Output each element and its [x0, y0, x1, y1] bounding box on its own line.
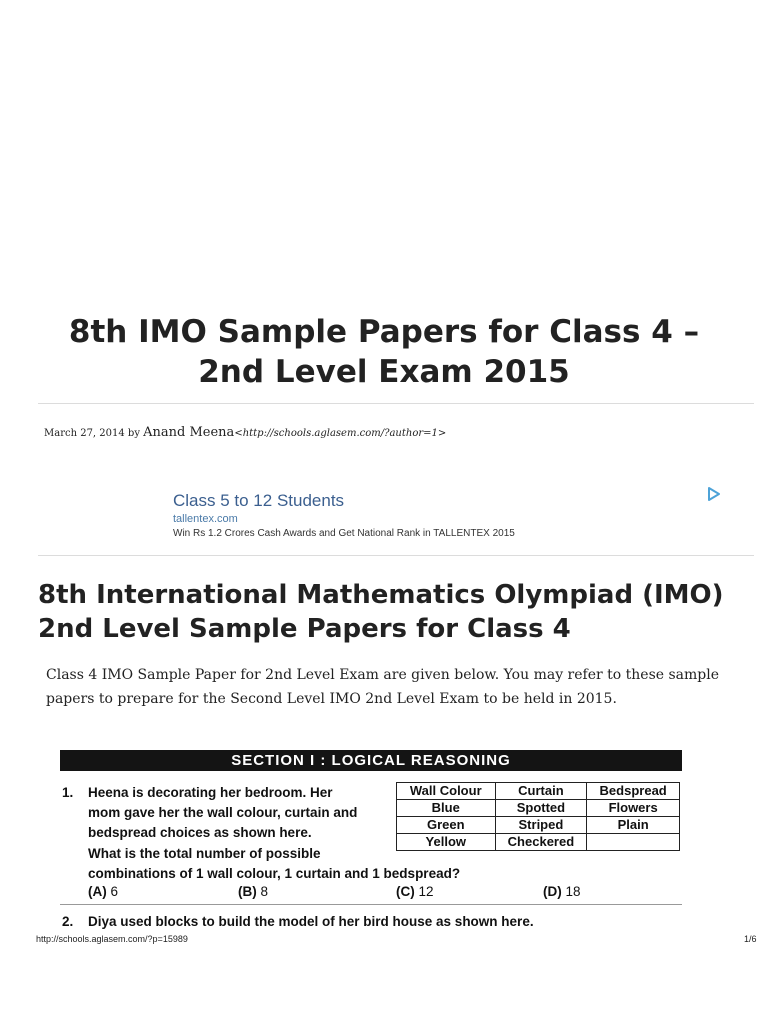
option-value: 6	[110, 884, 119, 899]
ad-text: Win Rs 1.2 Crores Cash Awards and Get National Rank in TALLENTEX 2015	[173, 528, 515, 539]
article-title	[20, 312, 748, 392]
table-header: Wall Colour	[397, 783, 496, 800]
table-cell: Striped	[495, 817, 587, 834]
option-b	[238, 884, 268, 899]
option-label: (D)	[543, 884, 562, 899]
option-label: (A)	[88, 884, 107, 899]
table-cell: Flowers	[587, 800, 680, 817]
footer-page-number: 1/6	[744, 934, 757, 944]
heading-line-1: 8th International Mathematics Olympiad (IMO)	[38, 580, 724, 610]
option-a	[88, 884, 118, 899]
title-line-1: 8th IMO Sample Papers for Class 4 –	[68, 314, 700, 350]
intro-paragraph: Class 4 IMO Sample Paper for 2nd Level Exam are given below. You may refer to these sample papers to prepare for the Second Level IMO 2nd Level Exam to be held in 2015.	[46, 667, 720, 707]
byline	[44, 425, 446, 440]
table-header: Curtain	[495, 783, 587, 800]
ad-domain[interactable]: tallentex.com	[173, 513, 238, 525]
ad-banner[interactable]	[173, 490, 733, 541]
table-row	[397, 800, 680, 817]
table-cell: Plain	[587, 817, 680, 834]
divider	[38, 555, 754, 556]
ad-title[interactable]: Class 5 to 12 Students	[173, 491, 345, 510]
option-value: 18	[565, 884, 581, 899]
question-number: 1.	[62, 785, 74, 800]
option-label: (B)	[238, 884, 257, 899]
post-date: March 27, 2014 by	[44, 428, 144, 439]
section-title-bar: SECTION I : LOGICAL REASONING	[60, 750, 682, 771]
question-divider	[60, 904, 682, 905]
question-text: Diya used blocks to build the model of her bird house as shown here.	[88, 914, 534, 929]
option-d	[543, 884, 581, 899]
option-label: (C)	[396, 884, 415, 899]
title-line-2: 2nd Level Exam 2015	[198, 354, 570, 390]
table-row	[397, 834, 680, 851]
question-line: Heena is decorating her bedroom. Her	[88, 785, 333, 800]
option-value: 8	[260, 884, 269, 899]
question-line: bedspread choices as shown here.	[88, 825, 312, 840]
table-cell: Checkered	[495, 834, 587, 851]
table-cell	[587, 834, 680, 851]
adchoices-play-icon[interactable]	[706, 486, 722, 502]
choices-table	[396, 782, 680, 851]
table-header: Bedspread	[587, 783, 680, 800]
table-header-row	[397, 783, 680, 800]
question-number: 2.	[62, 914, 74, 929]
table-row	[397, 817, 680, 834]
option-c	[396, 884, 434, 899]
author-name[interactable]: Anand Meena	[143, 425, 235, 440]
table-cell: Green	[397, 817, 496, 834]
heading-line-2: 2nd Level Sample Papers for Class 4	[38, 614, 571, 644]
table-cell: Blue	[397, 800, 496, 817]
author-url[interactable]: <http://schools.aglasem.com/?author=1>	[234, 428, 447, 439]
option-value: 12	[418, 884, 434, 899]
question-line: combinations of 1 wall colour, 1 curtain and 1 bedspread?	[88, 866, 461, 881]
footer-url: http://schools.aglasem.com/?p=15989	[36, 934, 188, 944]
table-cell: Yellow	[397, 834, 496, 851]
question-line: mom gave her the wall colour, curtain and	[88, 805, 358, 820]
divider	[38, 403, 754, 404]
section-heading	[38, 578, 768, 646]
table-cell: Spotted	[495, 800, 587, 817]
question-line: What is the total number of possible	[88, 846, 321, 861]
